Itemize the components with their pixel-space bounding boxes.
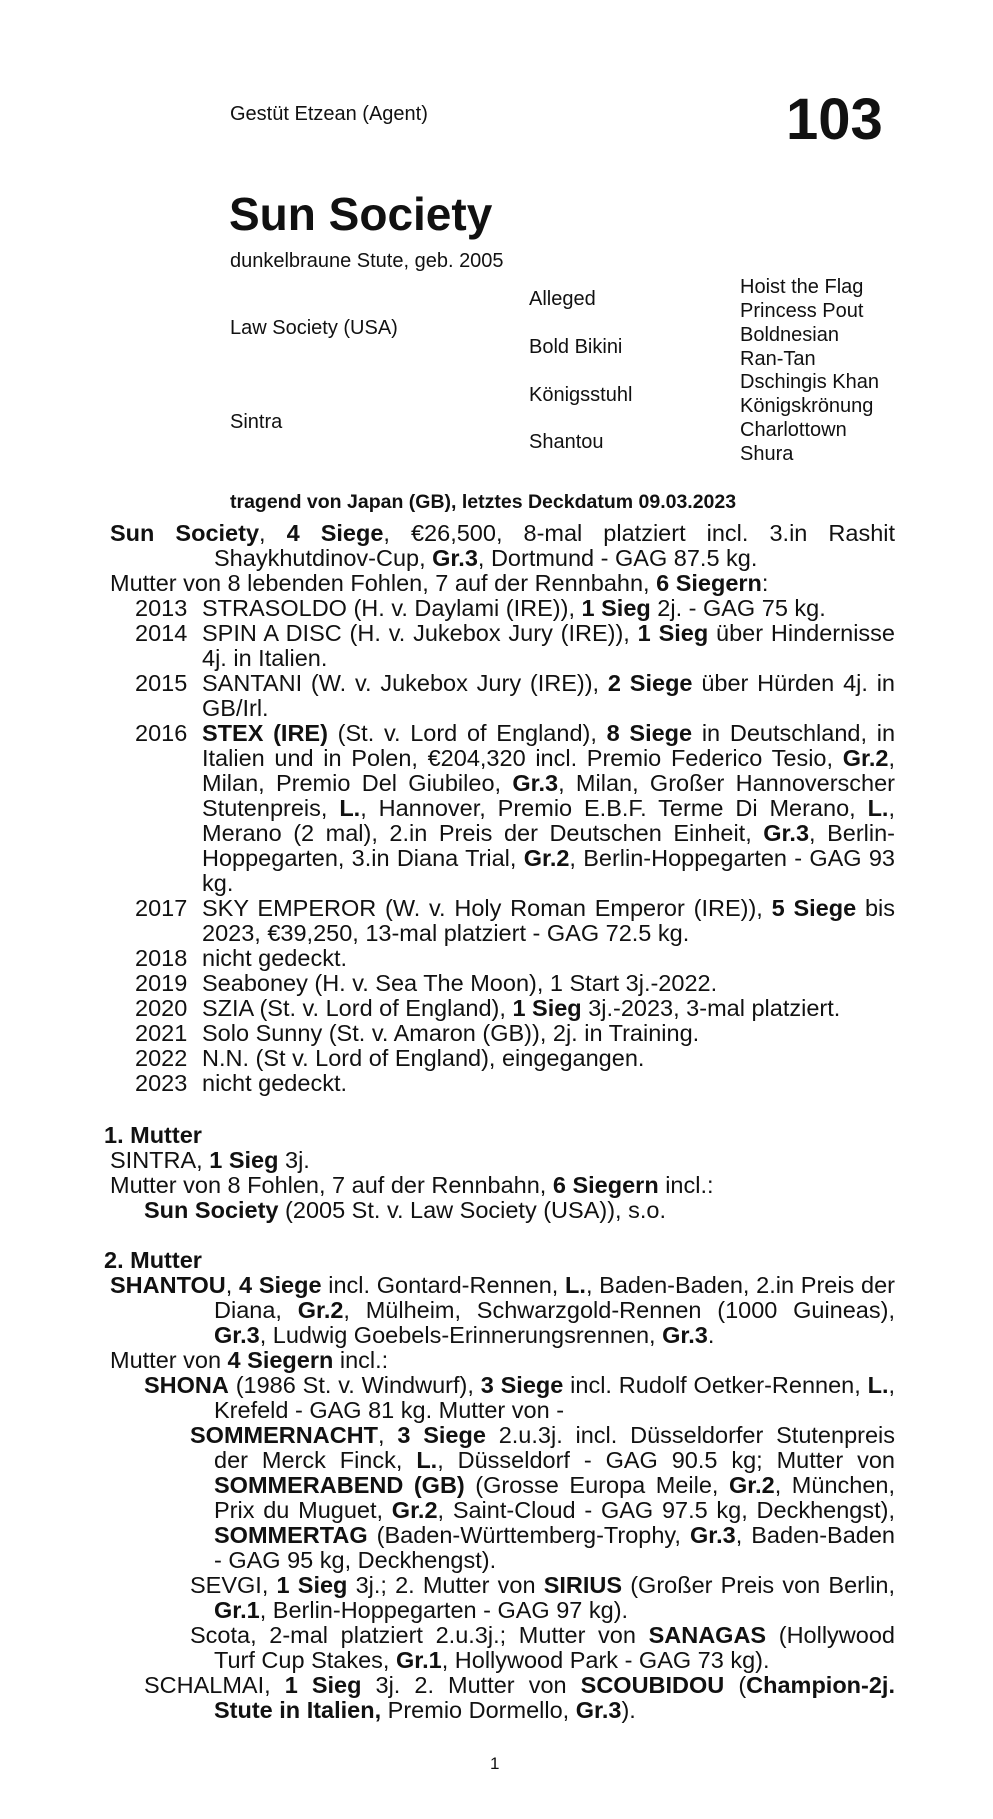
lot-number: 103 (786, 87, 883, 152)
pedigree-gen3: Boldnesian (740, 324, 839, 346)
first-dam-heading: 1. Mutter (104, 1122, 202, 1148)
horse-name: Sun Society (229, 188, 493, 240)
list-item: 2018 nicht gedeckt. (135, 945, 348, 971)
pedigree-sire-sire: Alleged (529, 288, 596, 310)
second-dam-produce: Mutter von 4 Siegern incl.: (110, 1347, 389, 1373)
list-item: 2023 nicht gedeckt. (135, 1070, 348, 1096)
pedigree-sire: Law Society (USA) (230, 317, 398, 339)
horse-description: dunkelbraune Stute, geb. 2005 (230, 250, 504, 272)
pedigree-dam-dam: Shantou (529, 431, 604, 453)
pedigree-gen3: Dschingis Khan (740, 371, 879, 393)
list-item: 2016 STEX (IRE) (St. v. Lord of England), 8 Siege in Deutschland, in Italien und in Polen, €204,320 incl. Premio Federico Tesio, Gr.2, Milan, Premio Del Giubileo, Gr.3, Milan, Großer Hannoverscher Stutenpreis, L., Hannover, Premio E.B.F. Terme Di Merano, L., Merano (2 mal), 2.in Preis der Deutschen Einheit, Gr.3, Berlin-Hoppegarten, 3.in Diana Trial, Gr.2, Berlin-Hoppegarten - GAG 93 kg. (135, 720, 896, 896)
covering-info: tragend von Japan (GB), letztes Deckdatum 09.03.2023 (230, 491, 737, 513)
pedigree-gen3: Ran-Tan (740, 348, 816, 370)
produce-intro: Mutter von 8 lebenden Fohlen, 7 auf der Rennbahn, 6 Siegern: (110, 570, 769, 596)
list-item: 2019 Seaboney (H. v. Sea The Moon), 1 Start 3j.-2022. (135, 970, 718, 996)
pedigree-sire-dam: Bold Bikini (529, 336, 623, 358)
scota-record: Scota, 2-mal platziert 2.u.3j.; Mutter von SANAGAS (Hollywood Turf Cup Stakes, Gr.1, Hollywood Park - GAG 73 kg). (190, 1622, 895, 1673)
schalmai-record: SCHALMAI, 1 Sieg 3j. 2. Mutter von SCOUBIDOU (Champion-2j. Stute in Italien, Premio Dormello, Gr.3). (144, 1672, 895, 1723)
pedigree-gen3: Princess Pout (740, 300, 864, 322)
list-item: 2013 STRASOLDO (H. v. Daylami (IRE)), 1 Sieg 2j. - GAG 75 kg. (135, 595, 826, 621)
produce-list (135, 596, 895, 1096)
list-item: 2017 SKY EMPEROR (W. v. Holy Roman Emperor (IRE)), 5 Siege bis 2023, €39,250, 13-mal platziert - GAG 72.5 kg. (135, 895, 895, 946)
list-item: 2022 N.N. (St v. Lord of England), eingegangen. (135, 1045, 645, 1071)
list-item: 2014 SPIN A DISC (H. v. Jukebox Jury (IRE)), 1 Sieg über Hindernisse 4j. in Italien. (135, 620, 895, 671)
record-horse-name: Sun Society (110, 520, 260, 546)
first-dam-offspring: Sun Society (2005 St. v. Law Society (USA)), s.o. (144, 1197, 666, 1223)
pedigree-dam: Sintra (230, 411, 283, 433)
pedigree-gen3: Charlottown (740, 419, 847, 441)
list-item: 2015 SANTANI (W. v. Jukebox Jury (IRE)), 2 Siege über Hürden 4j. in GB/Irl. (135, 670, 896, 721)
second-dam-heading: 2. Mutter (104, 1247, 202, 1273)
first-dam-produce: Mutter von 8 Fohlen, 7 auf der Rennbahn, 6 Siegern incl.: (110, 1172, 714, 1198)
page-number: 1 (490, 1754, 500, 1773)
shantou-record: SHANTOU, 4 Siege incl. Gontard-Rennen, L., Baden-Baden, 2.in Preis der Diana, Gr.2, Mülheim, Schwarzgold-Rennen (1000 Guineas), Gr.3, Ludwig Goebels-Erinnerungsrennen, Gr.3. (110, 1272, 895, 1348)
list-item: 2020 SZIA (St. v. Lord of England), 1 Sieg 3j.-2023, 3-mal platziert. (135, 995, 841, 1021)
pedigree-gen3: Hoist the Flag (740, 276, 864, 298)
pedigree-gen3: Shura (740, 443, 794, 465)
pedigree-dam-sire: Königsstuhl (529, 384, 633, 406)
pedigree-gen3: Königskrönung (740, 395, 874, 417)
first-dam-line: SINTRA, 1 Sieg 3j. (110, 1147, 310, 1173)
race-record: Sun Society, 4 Siege, €26,500, 8-mal platziert incl. 3.in Rashit Shaykhutdinov-Cup, Gr.3, Dortmund - GAG 87.5 kg. (110, 520, 896, 571)
list-item: 2021 Solo Sunny (St. v. Amaron (GB)), 2j. in Training. (135, 1020, 700, 1046)
sommernacht-record: SOMMERNACHT, 3 Siege 2.u.3j. incl. Düsseldorfer Stutenpreis der Merck Finck, L., Düsseldorf - GAG 90.5 kg; Mutter von SOMMERABEND (GB) (Grosse Europa Meile, Gr.2, München, Prix du Muguet, Gr.2, Saint-Cloud - GAG 97.5 kg, Deckhengst), SOMMERTAG (Baden-Württemberg-Trophy, Gr.3, Baden-Baden - GAG 95 kg, Deckhengst). (190, 1422, 895, 1573)
shona-record: SHONA (1986 St. v. Windwurf), 3 Siege incl. Rudolf Oetker-Rennen, L., Krefeld - GAG 81 kg. Mutter von - (144, 1372, 896, 1423)
sevgi-record: SEVGI, 1 Sieg 3j.; 2. Mutter von SIRIUS (Großer Preis von Berlin, Gr.1, Berlin-Hoppegarten - GAG 97 kg). (190, 1572, 896, 1623)
agent-name: Gestüt Etzean (Agent) (230, 103, 428, 125)
